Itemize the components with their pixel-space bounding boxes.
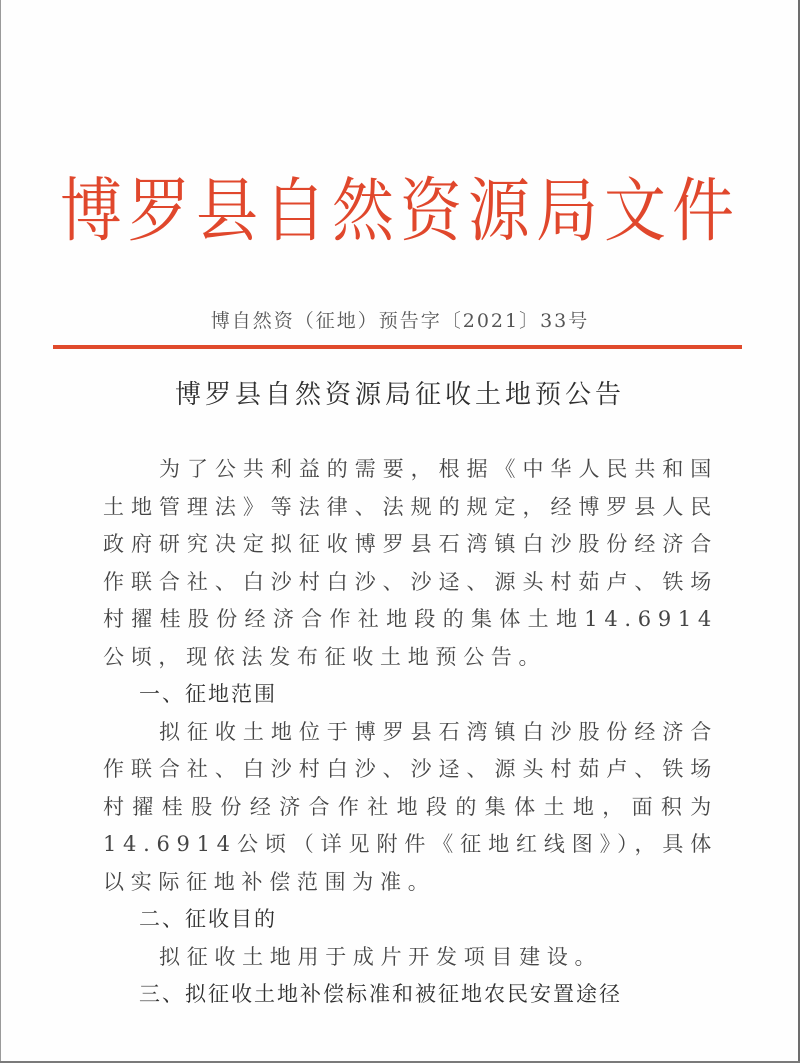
document-body	[103, 451, 718, 1014]
red-divider-rule	[53, 345, 742, 349]
section-heading-compensation: 三、拟征收土地补偿标准和被征地农民安置途径	[139, 982, 622, 1006]
issuer-header: 博罗县自然资源局文件	[59, 169, 740, 252]
scan-edge-left	[0, 0, 1, 1063]
intro-paragraph: 为了公共利益的需要，根据《中华人民共和国土地管理法》等法律、法规的规定，经博罗县人民政府研究决定拟征收博罗县石湾镇白沙股份经济合作联合社、白沙村白沙、沙迳、源头村茹卢、铁场村擢桂股份经济合作社地段的集体土地14.6914公顷，现依法发布征收土地预公告。	[103, 457, 718, 669]
section-body-purpose: 拟征收土地用于成片开发项目建设。	[159, 944, 603, 969]
section-body-scope: 拟征收土地位于博罗县石湾镇白沙股份经济合作联合社、白沙村白沙、沙迳、源头村茹卢、铁场村擢桂股份经济合作社地段的集体土地，面积为14.6914公顷（详见附件《征地红线图》），具体以实际征地补偿范围为准。	[103, 719, 718, 894]
section-heading-scope: 一、征地范围	[139, 682, 277, 706]
document-number: 博自然资（征地）预告字〔2021〕33号	[210, 310, 590, 332]
notice-title: 博罗县自然资源局征收土地预公告	[174, 380, 625, 410]
section-heading-purpose: 二、征收目的	[139, 907, 277, 931]
